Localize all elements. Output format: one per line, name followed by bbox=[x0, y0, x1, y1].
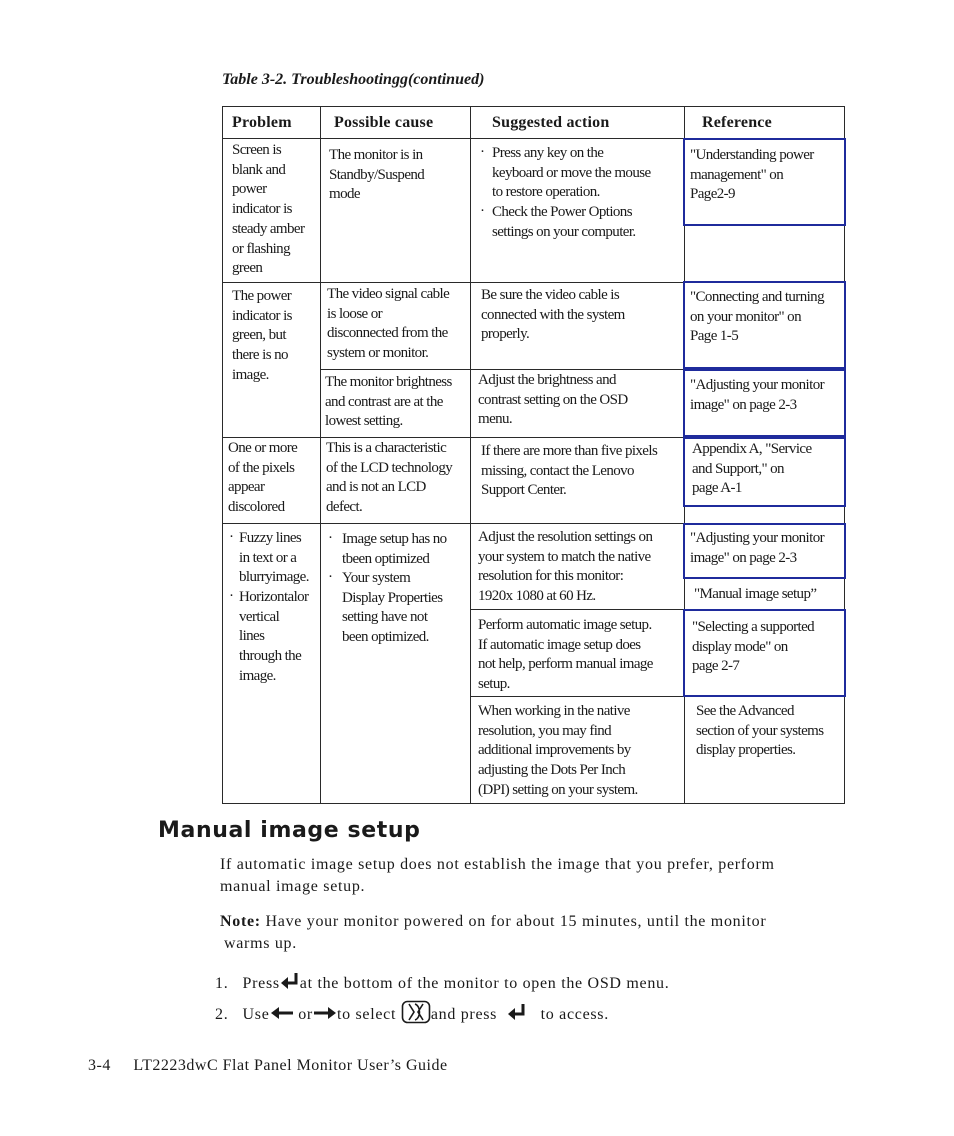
r4-cause-1: Image setup has no tbeen optimized bbox=[342, 531, 447, 567]
image-setup-icon bbox=[401, 1000, 431, 1031]
page-footer bbox=[88, 1057, 448, 1075]
header-possible-cause: Possible cause bbox=[334, 114, 434, 131]
r3-cause: This is a characteristic of the LCD technology and is not an LCD defect. bbox=[326, 440, 453, 516]
r3-action: If there are more than five pixels missing, contact the Lenovo Support Center. bbox=[481, 443, 658, 499]
step-2-text-d: and press bbox=[430, 1006, 498, 1024]
step-1 bbox=[215, 972, 669, 997]
step-2-text-b: or bbox=[298, 1006, 313, 1024]
r4-problem-1: Fuzzy lines in text or a blurryimage. bbox=[239, 530, 309, 586]
header-reference: Reference bbox=[702, 114, 772, 131]
enter-icon bbox=[280, 972, 300, 997]
r1-cause: The monitor is in Standby/Suspend mode bbox=[329, 147, 425, 203]
r3-problem: One or more of the pixels appear discolored bbox=[228, 440, 298, 516]
r2-action-b: Adjust the brightness and contrast setting on the OSD menu. bbox=[478, 372, 628, 428]
bullet: · bbox=[328, 530, 333, 546]
bullet: · bbox=[229, 529, 234, 545]
step-2-text-e: to access. bbox=[540, 1006, 609, 1024]
right-arrow-icon bbox=[313, 1005, 337, 1027]
r4-reference-a1-link[interactable]: "Adjusting your monitor image" on page 2-3 bbox=[690, 530, 824, 566]
note-text-1: Have your monitor powered on for about 15 minutes, until the monitor bbox=[265, 913, 767, 930]
note-label: Note: bbox=[220, 913, 261, 930]
r2-reference-a-link[interactable]: "Connecting and turning on your monitor" on Page 1-5 bbox=[690, 289, 824, 345]
page-number: 3-4 bbox=[88, 1057, 111, 1074]
step-1-number: 1. bbox=[215, 975, 229, 993]
r4-cause-2: Your system Display Properties setting have not been optimized. bbox=[342, 570, 443, 646]
step-2-text-c: to select bbox=[336, 1006, 397, 1024]
left-arrow-icon bbox=[270, 1005, 294, 1027]
intro-line-2: manual image setup. bbox=[220, 878, 366, 895]
header-problem: Problem bbox=[232, 114, 292, 131]
r2-problem: The power indicator is green, but there is no image. bbox=[232, 288, 292, 383]
enter-icon bbox=[507, 1003, 527, 1028]
header-suggested-action: Suggested action bbox=[492, 114, 610, 131]
step-1-text-b: at the bottom of the monitor to open the OSD menu. bbox=[299, 975, 670, 993]
r3-reference-link[interactable]: Appendix A, "Service and Support," on page A-1 bbox=[692, 441, 812, 497]
r4-reference-b-link[interactable]: "Selecting a supported display mode" on page 2-7 bbox=[692, 619, 815, 675]
r4-reference-c: See the Advanced section of your systems display properties. bbox=[696, 703, 824, 759]
note-line-1 bbox=[220, 911, 766, 933]
table-caption: Table 3-2. Troubleshootingg(continued) bbox=[222, 71, 485, 88]
r2-action-a: Be sure the video cable is connected with the system properly. bbox=[481, 287, 625, 343]
r4-action-c: When working in the native resolution, you may find additional improvements by adjusting the Dots Per Inch (DPI) setting on your system. bbox=[478, 703, 638, 798]
bullet: · bbox=[480, 144, 485, 160]
r2-cause-a: The video signal cable is loose or disconnected from the system or monitor. bbox=[327, 286, 450, 362]
r1-action-2: Check the Power Options settings on your computer. bbox=[492, 204, 636, 240]
intro-line-1: If automatic image setup does not establish the image that you prefer, perform bbox=[220, 856, 775, 873]
r4-problem-2: Horizontalor vertical lines through the image. bbox=[239, 589, 309, 684]
r2-cause-b: The monitor brightness and contrast are at the lowest setting. bbox=[325, 374, 452, 430]
bullet: · bbox=[328, 569, 333, 585]
step-2-text-a: Use bbox=[242, 1006, 270, 1024]
bullet: · bbox=[480, 203, 485, 219]
r1-reference-link[interactable]: "Understanding power management" on Page2-9 bbox=[690, 147, 814, 203]
section-heading: Manual image setup bbox=[158, 818, 421, 843]
guide-title: LT2223dwC Flat Panel Monitor User’s Guide bbox=[133, 1057, 448, 1074]
r4-reference-a2-link[interactable]: "Manual image setup” bbox=[694, 586, 817, 602]
step-2-number: 2. bbox=[215, 1006, 229, 1024]
r4-action-b: Perform automatic image setup. If automatic image setup does not help, perform manual image setup. bbox=[478, 617, 653, 693]
r2-reference-b-link[interactable]: "Adjusting your monitor image" on page 2-3 bbox=[690, 377, 824, 413]
r1-action-1: Press any key on the keyboard or move the mouse to restore operation. bbox=[492, 145, 651, 201]
step-2 bbox=[215, 1000, 609, 1031]
r4-action-a: Adjust the resolution settings on your system to match the native resolution for this monitor: 1920x 1080 at 60 Hz. bbox=[478, 529, 653, 605]
note-line-2: warms up. bbox=[224, 935, 297, 952]
bullet: · bbox=[229, 588, 234, 604]
step-1-text-a: Press bbox=[242, 975, 280, 993]
r1-problem: Screen is blank and power indicator is steady amber or flashing green bbox=[232, 142, 305, 277]
